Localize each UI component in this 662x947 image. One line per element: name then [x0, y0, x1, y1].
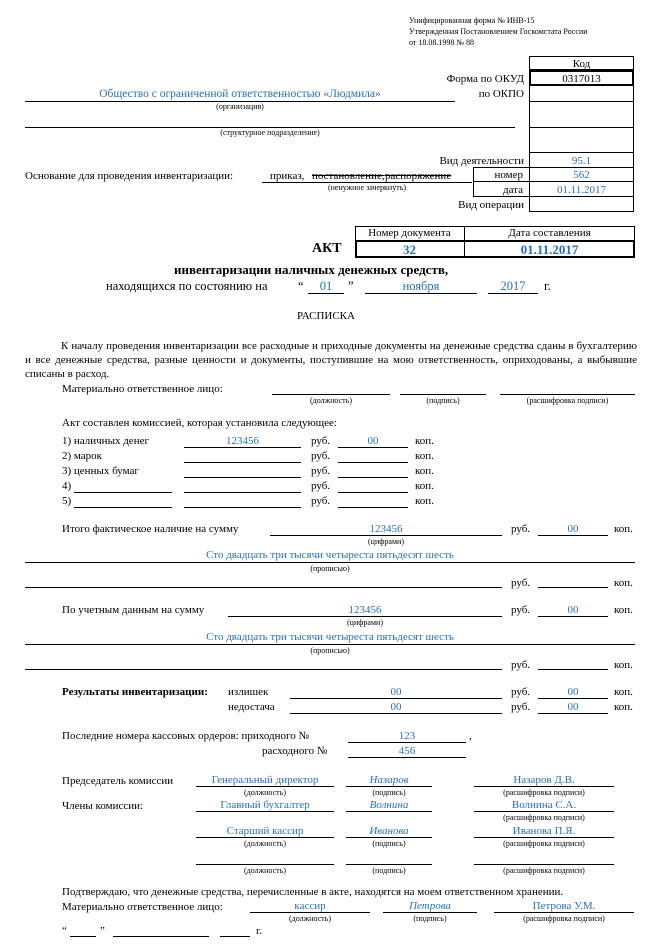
orders-label: Последние номера кассовых ордеров: приходного №: [62, 730, 309, 742]
activity-label: Вид деятельности: [439, 155, 524, 167]
receipt-decoding-caption: (расшифровка подписи): [526, 396, 609, 405]
accounting-words-caption: (прописью): [310, 646, 350, 655]
member-signature[interactable]: Иванова: [369, 825, 409, 837]
doc-number-header: Номер документа: [368, 227, 451, 239]
order-number-value[interactable]: 562: [573, 169, 590, 181]
signature-caption: (подпись): [372, 866, 406, 875]
accounting-kop[interactable]: 00: [567, 604, 579, 616]
receipt-title: РАСПИСКА: [297, 310, 355, 322]
activity-value[interactable]: 95.1: [571, 155, 592, 167]
actual-words-caption: (прописью): [310, 564, 350, 573]
item-label: 5): [62, 495, 72, 507]
expense-order-number[interactable]: 456: [398, 745, 416, 757]
basis-caption: (ненужное зачеркнуть): [327, 183, 407, 192]
order-date-value[interactable]: 01.11.2017: [556, 184, 607, 196]
basis-option-disposition[interactable]: распоряжение: [385, 170, 452, 182]
confirm-signature-caption: (подпись): [413, 914, 447, 923]
number-label: номер: [494, 169, 523, 181]
confirm-day-field[interactable]: [70, 936, 96, 937]
basis-label: Основание для проведения инвентаризации:: [25, 170, 234, 182]
state-year[interactable]: 2017: [500, 279, 526, 293]
rub-label: руб.: [311, 450, 331, 462]
item-rub-value[interactable]: 123456: [226, 435, 259, 447]
receipt-mol-label: Материально ответственное лицо:: [62, 383, 223, 395]
okud-label: Форма по ОКУД: [446, 73, 524, 85]
member-position[interactable]: Генеральный директор: [211, 774, 319, 786]
confirm-signature[interactable]: Петрова: [409, 900, 451, 912]
rub-label: руб.: [311, 465, 331, 477]
organization-name[interactable]: Общество с ограниченной ответственностью «Людмила»: [99, 88, 381, 100]
organization-caption: (организация): [216, 102, 264, 111]
rub-label: руб.: [311, 495, 331, 507]
decoding-caption: (расшифровка подписи): [503, 839, 585, 848]
member-name[interactable]: Волнина С.А.: [511, 799, 577, 811]
kop-label: коп.: [415, 450, 434, 462]
income-order-number[interactable]: 123: [398, 730, 416, 742]
member-signature[interactable]: Волнина: [369, 799, 409, 811]
shortage-kop[interactable]: 00: [567, 701, 579, 713]
kop-label: коп.: [614, 523, 633, 535]
surplus-rub[interactable]: 00: [390, 686, 402, 698]
rub-label: руб.: [511, 686, 531, 698]
actual-value[interactable]: 123456: [369, 523, 403, 535]
item-label: 1) наличных денег: [62, 435, 149, 447]
okpo-label: по ОКПО: [478, 88, 524, 100]
doc-date-header: Дата составления: [508, 227, 591, 239]
expense-order-label: расходного №: [262, 745, 328, 757]
act-date[interactable]: 01.11.2017: [520, 242, 579, 257]
receipt-signature-caption: (подпись): [426, 396, 460, 405]
okud-value: 0317013: [562, 73, 601, 85]
kop-label: коп.: [415, 465, 434, 477]
basis-option-order[interactable]: приказ,: [270, 170, 305, 182]
item-label: 2) марок: [62, 450, 103, 462]
year-suffix: г.: [256, 925, 263, 937]
kop-label: коп.: [614, 577, 633, 589]
receipt-position-caption: (должность): [310, 396, 352, 405]
kop-label: коп.: [614, 604, 633, 616]
surplus-label: излишек: [228, 686, 269, 698]
rub-label: руб.: [511, 577, 531, 589]
rub-label: руб.: [311, 480, 331, 492]
member-name[interactable]: Иванова П.Я.: [512, 825, 576, 837]
chair-label: Председатель комиссии: [62, 775, 174, 787]
members-label: Члены комиссии:: [62, 800, 144, 812]
codes-title: Код: [572, 58, 591, 70]
confirm-position[interactable]: кассир: [294, 900, 326, 912]
accounting-words[interactable]: Сто двадцать три тысячи четыреста пятьдесят шесть: [206, 631, 454, 643]
kop-label: коп.: [614, 659, 633, 671]
kop-label: коп.: [614, 701, 633, 713]
operation-label: Вид операции: [458, 199, 524, 211]
confirm-mol-label: Материально ответственное лицо:: [62, 901, 223, 913]
commission-intro: Акт составлен комиссией, которая установила следующее:: [62, 417, 337, 429]
results-label: Результаты инвентаризации:: [62, 686, 208, 698]
decoding-caption: (расшифровка подписи): [503, 813, 585, 822]
position-caption: (должность): [244, 866, 286, 875]
position-caption: (должность): [244, 839, 286, 848]
quote-open: “: [62, 925, 67, 937]
decoding-caption: (расшифровка подписи): [503, 866, 585, 875]
member-position[interactable]: Главный бухгалтер: [220, 799, 310, 811]
act-subtitle: инвентаризации наличных денежных средств,: [174, 262, 449, 277]
confirm-decoding-caption: (расшифровка подписи): [523, 914, 605, 923]
position-caption: (должность): [244, 788, 286, 797]
kop-label: коп.: [415, 495, 434, 507]
act-number[interactable]: 32: [403, 242, 416, 257]
form-header-line3: от 18.08.1998 № 88: [409, 38, 475, 47]
confirm-month-field[interactable]: [113, 936, 209, 937]
state-day[interactable]: 01: [319, 279, 333, 293]
accounting-label: По учетным данным на сумму: [62, 604, 205, 616]
actual-kop[interactable]: 00: [567, 523, 579, 535]
rub-label: руб.: [311, 435, 331, 447]
receipt-text: К началу проведения инвентаризации все расходные и приходные документы на денежные средства сданы в бухгалтерию и все денежные средства, разные ценности и документы, поступившие на мою ответственность, оприходованы, а выбывшие списаны в расход.: [25, 340, 637, 380]
quote-close: ”: [100, 925, 105, 937]
kop-label: коп.: [415, 435, 434, 447]
date-label: дата: [502, 184, 523, 196]
act-title: АКТ: [312, 241, 342, 256]
item-label: 4): [62, 480, 72, 492]
basis-option-resolution[interactable]: постановление,: [312, 170, 385, 182]
item-kop-value[interactable]: 00: [367, 435, 379, 447]
unit-caption: (структурное подразделение): [220, 128, 320, 137]
member-signature[interactable]: Назаров: [369, 774, 409, 786]
form-header-line2: Утвержденная Постановлением Госкомстата России: [409, 27, 588, 36]
rub-label: руб.: [511, 701, 531, 713]
state-label: находящихся по состоянию на: [106, 279, 268, 293]
actual-label: Итого фактическое наличие на сумму: [62, 523, 239, 535]
state-month[interactable]: ноября: [402, 279, 440, 293]
year-suffix: г.: [544, 279, 551, 293]
quote-close: ”: [348, 279, 354, 293]
rub-label: руб.: [511, 604, 531, 616]
quote-open: “: [298, 279, 304, 293]
confirm-text: Подтверждаю, что денежные средства, перечисленные в акте, находятся на моем ответственном хранении.: [62, 886, 564, 898]
decoding-caption: (расшифровка подписи): [503, 788, 585, 797]
orders-comma: ,: [469, 730, 472, 742]
accounting-digits-caption: (цифрами): [347, 618, 383, 627]
kop-label: коп.: [415, 480, 434, 492]
member-name[interactable]: Назаров Д.В.: [513, 774, 575, 786]
rub-label: руб.: [511, 523, 531, 535]
actual-words[interactable]: Сто двадцать три тысячи четыреста пятьдесят шесть: [206, 549, 454, 561]
accounting-value[interactable]: 123456: [348, 604, 382, 616]
member-position[interactable]: Старший кассир: [226, 825, 304, 837]
confirm-name[interactable]: Петрова У.М.: [532, 900, 596, 912]
shortage-rub[interactable]: 00: [390, 701, 402, 713]
rub-label: руб.: [511, 659, 531, 671]
confirm-position-caption: (должность): [289, 914, 331, 923]
form-header-line1: Унифицированная форма № ИНВ-15: [409, 16, 535, 25]
shortage-label: недостача: [228, 701, 275, 713]
confirm-year-field[interactable]: [220, 936, 250, 937]
actual-digits-caption: (цифрами): [368, 537, 404, 546]
signature-caption: (подпись): [372, 839, 406, 848]
surplus-kop[interactable]: 00: [567, 686, 579, 698]
item-label: 3) ценных бумаг: [62, 465, 139, 477]
kop-label: коп.: [614, 686, 633, 698]
signature-caption: (подпись): [372, 788, 406, 797]
